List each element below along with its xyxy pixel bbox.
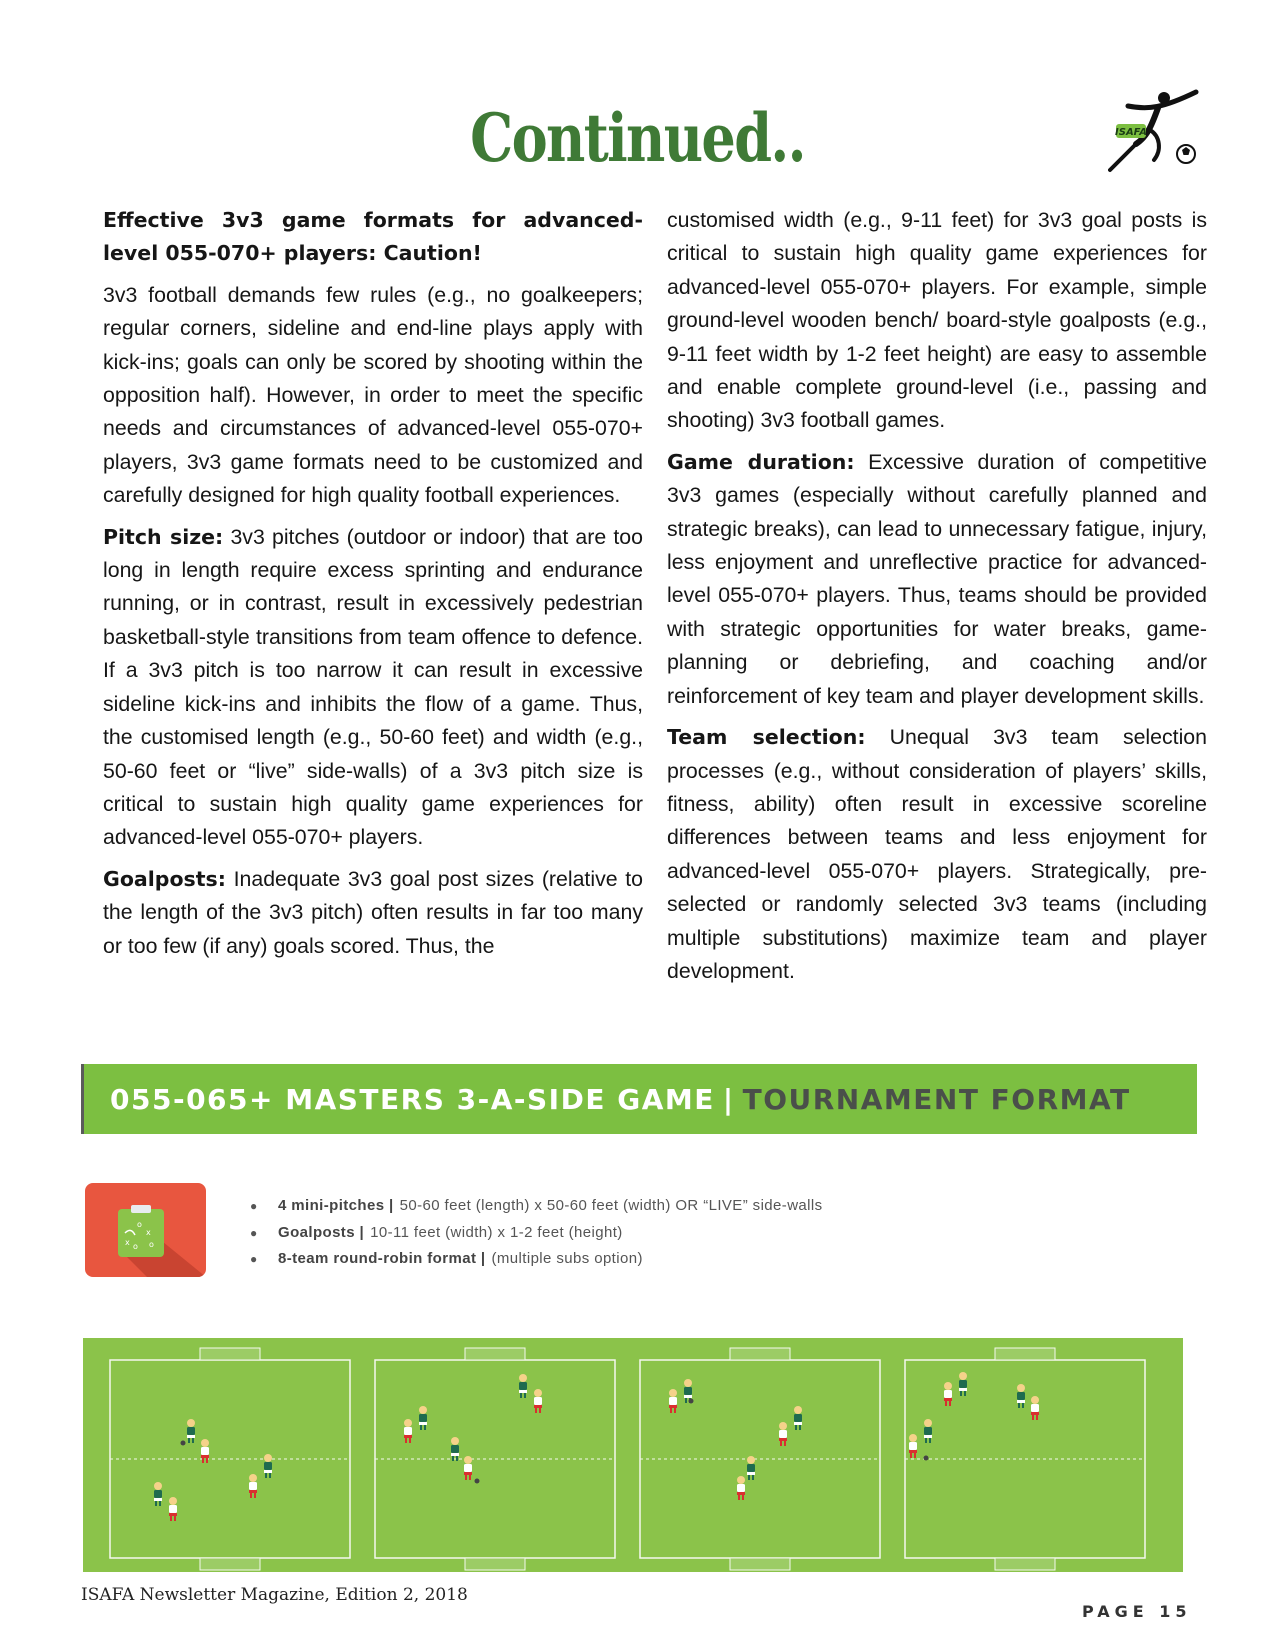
- player-head: [779, 1422, 787, 1430]
- player-leg: [960, 1391, 962, 1396]
- player-leg: [1036, 1415, 1038, 1420]
- svg-text:x: x: [125, 1238, 130, 1247]
- svg-text:o: o: [137, 1220, 142, 1229]
- player-shirt: [169, 1505, 177, 1513]
- format-list: [250, 1193, 1010, 1273]
- goalpost: [465, 1348, 525, 1360]
- goalposts-continued-paragraph: customised width (e.g., 9-11 feet) for 3v3 goal posts is critical to sustain high quality game experiences for advanced-level 055-070+ players. For example, simple ground-level wooden bench/ board-style goalposts (e.g., 9-11 feet width by 1-2 feet height) are easy to assemble and enable complete ground-level (i.e., passing and shooting) 3v3 football games.: [667, 208, 1207, 433]
- list-item: ● Goalposts | 10-11 feet (width) x 1-2 feet (height): [250, 1223, 623, 1241]
- banner-primary: 055-065+ MASTERS 3-A-SIDE GAME: [110, 1082, 715, 1116]
- player-head: [154, 1482, 162, 1490]
- player-leg: [524, 1393, 526, 1398]
- player-shirt: [201, 1447, 209, 1455]
- player-leg: [155, 1501, 157, 1506]
- goalpost: [995, 1348, 1055, 1360]
- player-leg: [452, 1456, 454, 1461]
- player-head: [1031, 1396, 1039, 1404]
- player-leg: [799, 1425, 801, 1430]
- player-head: [737, 1476, 745, 1484]
- footer-publication: ISAFA Newsletter Magazine, Edition 2, 2018: [81, 1585, 468, 1605]
- player-head: [519, 1374, 527, 1382]
- goalposts-paragraph: Goalposts: Inadequate 3v3 goal post sizes (relative to the length of the 3v3 pitch) often results in far too many or too few (if any) goals scored. Thus, the: [103, 866, 643, 958]
- player-shirt: [669, 1397, 677, 1405]
- player-leg: [780, 1441, 782, 1446]
- game-duration-label: Game duration:: [667, 449, 855, 474]
- player-head: [747, 1456, 755, 1464]
- player-shirt: [737, 1484, 745, 1492]
- section-heading: Effective 3v3 game formats for advanced-level 055-070+ players: Caution!: [103, 208, 643, 266]
- player-shirt: [519, 1382, 527, 1390]
- player-head: [451, 1437, 459, 1445]
- list-item: ● 4 mini-pitches | 50-60 feet (length) x 50-60 feet (width) OR “LIVE” side-walls: [250, 1197, 823, 1214]
- player-shorts: [909, 1450, 917, 1453]
- player-leg: [265, 1473, 267, 1478]
- logo-text: ISAFA: [1115, 127, 1147, 138]
- left-column: [103, 204, 643, 971]
- clipboard-board: [118, 1209, 164, 1257]
- banner-secondary: TOURNAMENT FORMAT: [742, 1082, 1131, 1116]
- player-shorts: [1017, 1400, 1025, 1403]
- player-shorts: [944, 1398, 952, 1401]
- player-leg: [202, 1458, 204, 1463]
- player-shirt: [909, 1442, 917, 1450]
- clipboard-clip: [131, 1205, 151, 1213]
- player-leg: [1018, 1403, 1020, 1408]
- player-head: [1017, 1384, 1025, 1392]
- player-head: [264, 1454, 272, 1462]
- player-head: [684, 1379, 692, 1387]
- player-shorts: [419, 1422, 427, 1425]
- pitch-size-paragraph: Pitch size: 3v3 pitches (outdoor or indoor) that are too long in length require excess sprinting and endurance running, or in contrast, result in excessively pedestrian basketball-style transitions from team offence to defence. If a 3v3 pitch is too narrow it can result in excessive sideline kick-ins and inhibits the flow of a game. Thus, the customised length (e.g., 50-60 feet) and width (e.g., 50-60 feet or “live” side-walls) of a 3v3 pitch size is critical to sustain high quality game experiences for advanced-level 055-070+ players.: [103, 524, 643, 850]
- player-shirt: [959, 1380, 967, 1388]
- player-head: [794, 1406, 802, 1414]
- player-shirt: [451, 1445, 459, 1453]
- banner-separator: |: [722, 1082, 735, 1116]
- team-selection-label: Team selection:: [667, 725, 866, 750]
- player-head: [959, 1372, 967, 1380]
- player-leg: [914, 1453, 916, 1458]
- logo-leg-front: [1150, 130, 1159, 160]
- player-leg: [752, 1475, 754, 1480]
- goalpost: [200, 1348, 260, 1360]
- goalpost: [730, 1558, 790, 1570]
- intro-paragraph: 3v3 football demands few rules (e.g., no goalkeepers; regular corners, sideline and end-line plays apply with kick-ins; goals can only be scored by shooting within the opposition half). However, in order to meet the specific needs and circumstances of advanced-level 055-070+ players, 3v3 game formats need to be customized and carefully designed for high quality football experiences.: [103, 282, 643, 508]
- player-shirt: [154, 1490, 162, 1498]
- ball: [689, 1399, 694, 1404]
- team-selection-paragraph: Team selection: Unequal 3v3 team selection processes (e.g., without consideration of players’ skills, fitness, ability) often result in excessive scoreline differences between teams and less enjoyment for advanced-level 055-070+ players. Strategically, pre-selected or randomly selected 3v3 teams (including multiple substitutions) maximize team and player development.: [667, 725, 1207, 983]
- player-leg: [405, 1438, 407, 1443]
- player-shirt: [924, 1427, 932, 1435]
- player-shorts: [169, 1513, 177, 1516]
- player-leg: [254, 1493, 256, 1498]
- player-leg: [456, 1456, 458, 1461]
- player-shirt: [187, 1427, 195, 1435]
- player-shirt: [1031, 1404, 1039, 1412]
- player-head: [924, 1419, 932, 1427]
- player-shirt: [747, 1464, 755, 1472]
- mini-pitches-illustration: [83, 1338, 1183, 1572]
- player-shorts: [959, 1388, 967, 1391]
- svg-text:o: o: [149, 1240, 154, 1249]
- player-shorts: [464, 1472, 472, 1475]
- player-leg: [188, 1438, 190, 1443]
- player-head: [464, 1456, 472, 1464]
- ball: [924, 1456, 929, 1461]
- player-head: [944, 1382, 952, 1390]
- player-leg: [742, 1495, 744, 1500]
- section-banner: [81, 1064, 1197, 1134]
- player-leg: [206, 1458, 208, 1463]
- player-shirt: [534, 1397, 542, 1405]
- player-head: [169, 1497, 177, 1505]
- player-shirt: [794, 1414, 802, 1422]
- player-leg: [929, 1438, 931, 1443]
- game-duration-paragraph: Game duration: Excessive duration of competitive 3v3 games (especially without carefully planned and strategic breaks), can lead to unnecessary fatigue, injury, less enjoyment and unreflective practice for advanced-level 055-070+ players. Thus, teams should be provided with strategic opportunities for water breaks, game-planning or debriefing, and coaching and/or reinforcement of key team and player development skills.: [667, 449, 1207, 708]
- pitches-svg: [83, 1338, 1183, 1572]
- player-leg: [1022, 1403, 1024, 1408]
- player-leg: [670, 1408, 672, 1413]
- player-leg: [738, 1495, 740, 1500]
- player-leg: [945, 1401, 947, 1406]
- logo-leg-back: [1110, 144, 1136, 170]
- player-shirt: [944, 1390, 952, 1398]
- player-leg: [192, 1438, 194, 1443]
- player-shorts: [1031, 1412, 1039, 1415]
- player-leg: [269, 1473, 271, 1478]
- player-shorts: [747, 1472, 755, 1475]
- ball: [475, 1479, 480, 1484]
- player-shorts: [534, 1405, 542, 1408]
- ball: [181, 1441, 186, 1446]
- player-shorts: [264, 1470, 272, 1473]
- player-head: [404, 1419, 412, 1427]
- right-column: [667, 204, 1207, 996]
- page-number: PAGE 15: [1082, 1602, 1192, 1621]
- player-leg: [250, 1493, 252, 1498]
- player-shirt: [779, 1430, 787, 1438]
- player-shirt: [264, 1462, 272, 1470]
- goalpost: [730, 1348, 790, 1360]
- player-leg: [925, 1438, 927, 1443]
- player-leg: [159, 1501, 161, 1506]
- player-shorts: [187, 1435, 195, 1438]
- player-leg: [539, 1408, 541, 1413]
- goalpost: [200, 1558, 260, 1570]
- player-shorts: [924, 1435, 932, 1438]
- page-title: Continued..: [470, 99, 805, 177]
- player-leg: [465, 1475, 467, 1480]
- player-leg: [420, 1425, 422, 1430]
- pitch-size-label: Pitch size:: [103, 524, 224, 549]
- player-shirt: [419, 1414, 427, 1422]
- player-shorts: [737, 1492, 745, 1495]
- player-shorts: [519, 1390, 527, 1393]
- svg-text:o: o: [133, 1242, 138, 1251]
- player-shorts: [154, 1498, 162, 1501]
- list-item: ● 8-team round-robin format | (multiple subs option): [250, 1250, 643, 1267]
- svg-text:x: x: [146, 1228, 151, 1237]
- player-shorts: [249, 1490, 257, 1493]
- player-head: [909, 1434, 917, 1442]
- player-leg: [685, 1398, 687, 1403]
- isafa-logo: [1108, 84, 1200, 176]
- player-shirt: [249, 1482, 257, 1490]
- goalpost: [995, 1558, 1055, 1570]
- player-head: [669, 1389, 677, 1397]
- player-head: [187, 1419, 195, 1427]
- player-leg: [174, 1516, 176, 1521]
- player-shorts: [779, 1438, 787, 1441]
- player-leg: [535, 1408, 537, 1413]
- player-leg: [409, 1438, 411, 1443]
- player-shorts: [451, 1453, 459, 1456]
- player-shirt: [684, 1387, 692, 1395]
- player-shorts: [794, 1422, 802, 1425]
- player-leg: [424, 1425, 426, 1430]
- player-leg: [795, 1425, 797, 1430]
- player-shirt: [404, 1427, 412, 1435]
- player-leg: [784, 1441, 786, 1446]
- player-leg: [949, 1401, 951, 1406]
- player-shorts: [404, 1435, 412, 1438]
- player-head: [201, 1439, 209, 1447]
- player-leg: [469, 1475, 471, 1480]
- player-shirt: [464, 1464, 472, 1472]
- player-shorts: [669, 1405, 677, 1408]
- tactics-clipboard-icon: [85, 1183, 206, 1277]
- player-leg: [748, 1475, 750, 1480]
- goalpost: [465, 1558, 525, 1570]
- player-head: [419, 1406, 427, 1414]
- player-leg: [1032, 1415, 1034, 1420]
- player-leg: [170, 1516, 172, 1521]
- player-leg: [964, 1391, 966, 1396]
- player-leg: [520, 1393, 522, 1398]
- player-shorts: [201, 1455, 209, 1458]
- player-shirt: [1017, 1392, 1025, 1400]
- player-leg: [910, 1453, 912, 1458]
- player-head: [534, 1389, 542, 1397]
- goalposts-label: Goalposts:: [103, 866, 226, 891]
- player-shorts: [684, 1395, 692, 1398]
- player-head: [249, 1474, 257, 1482]
- player-leg: [674, 1408, 676, 1413]
